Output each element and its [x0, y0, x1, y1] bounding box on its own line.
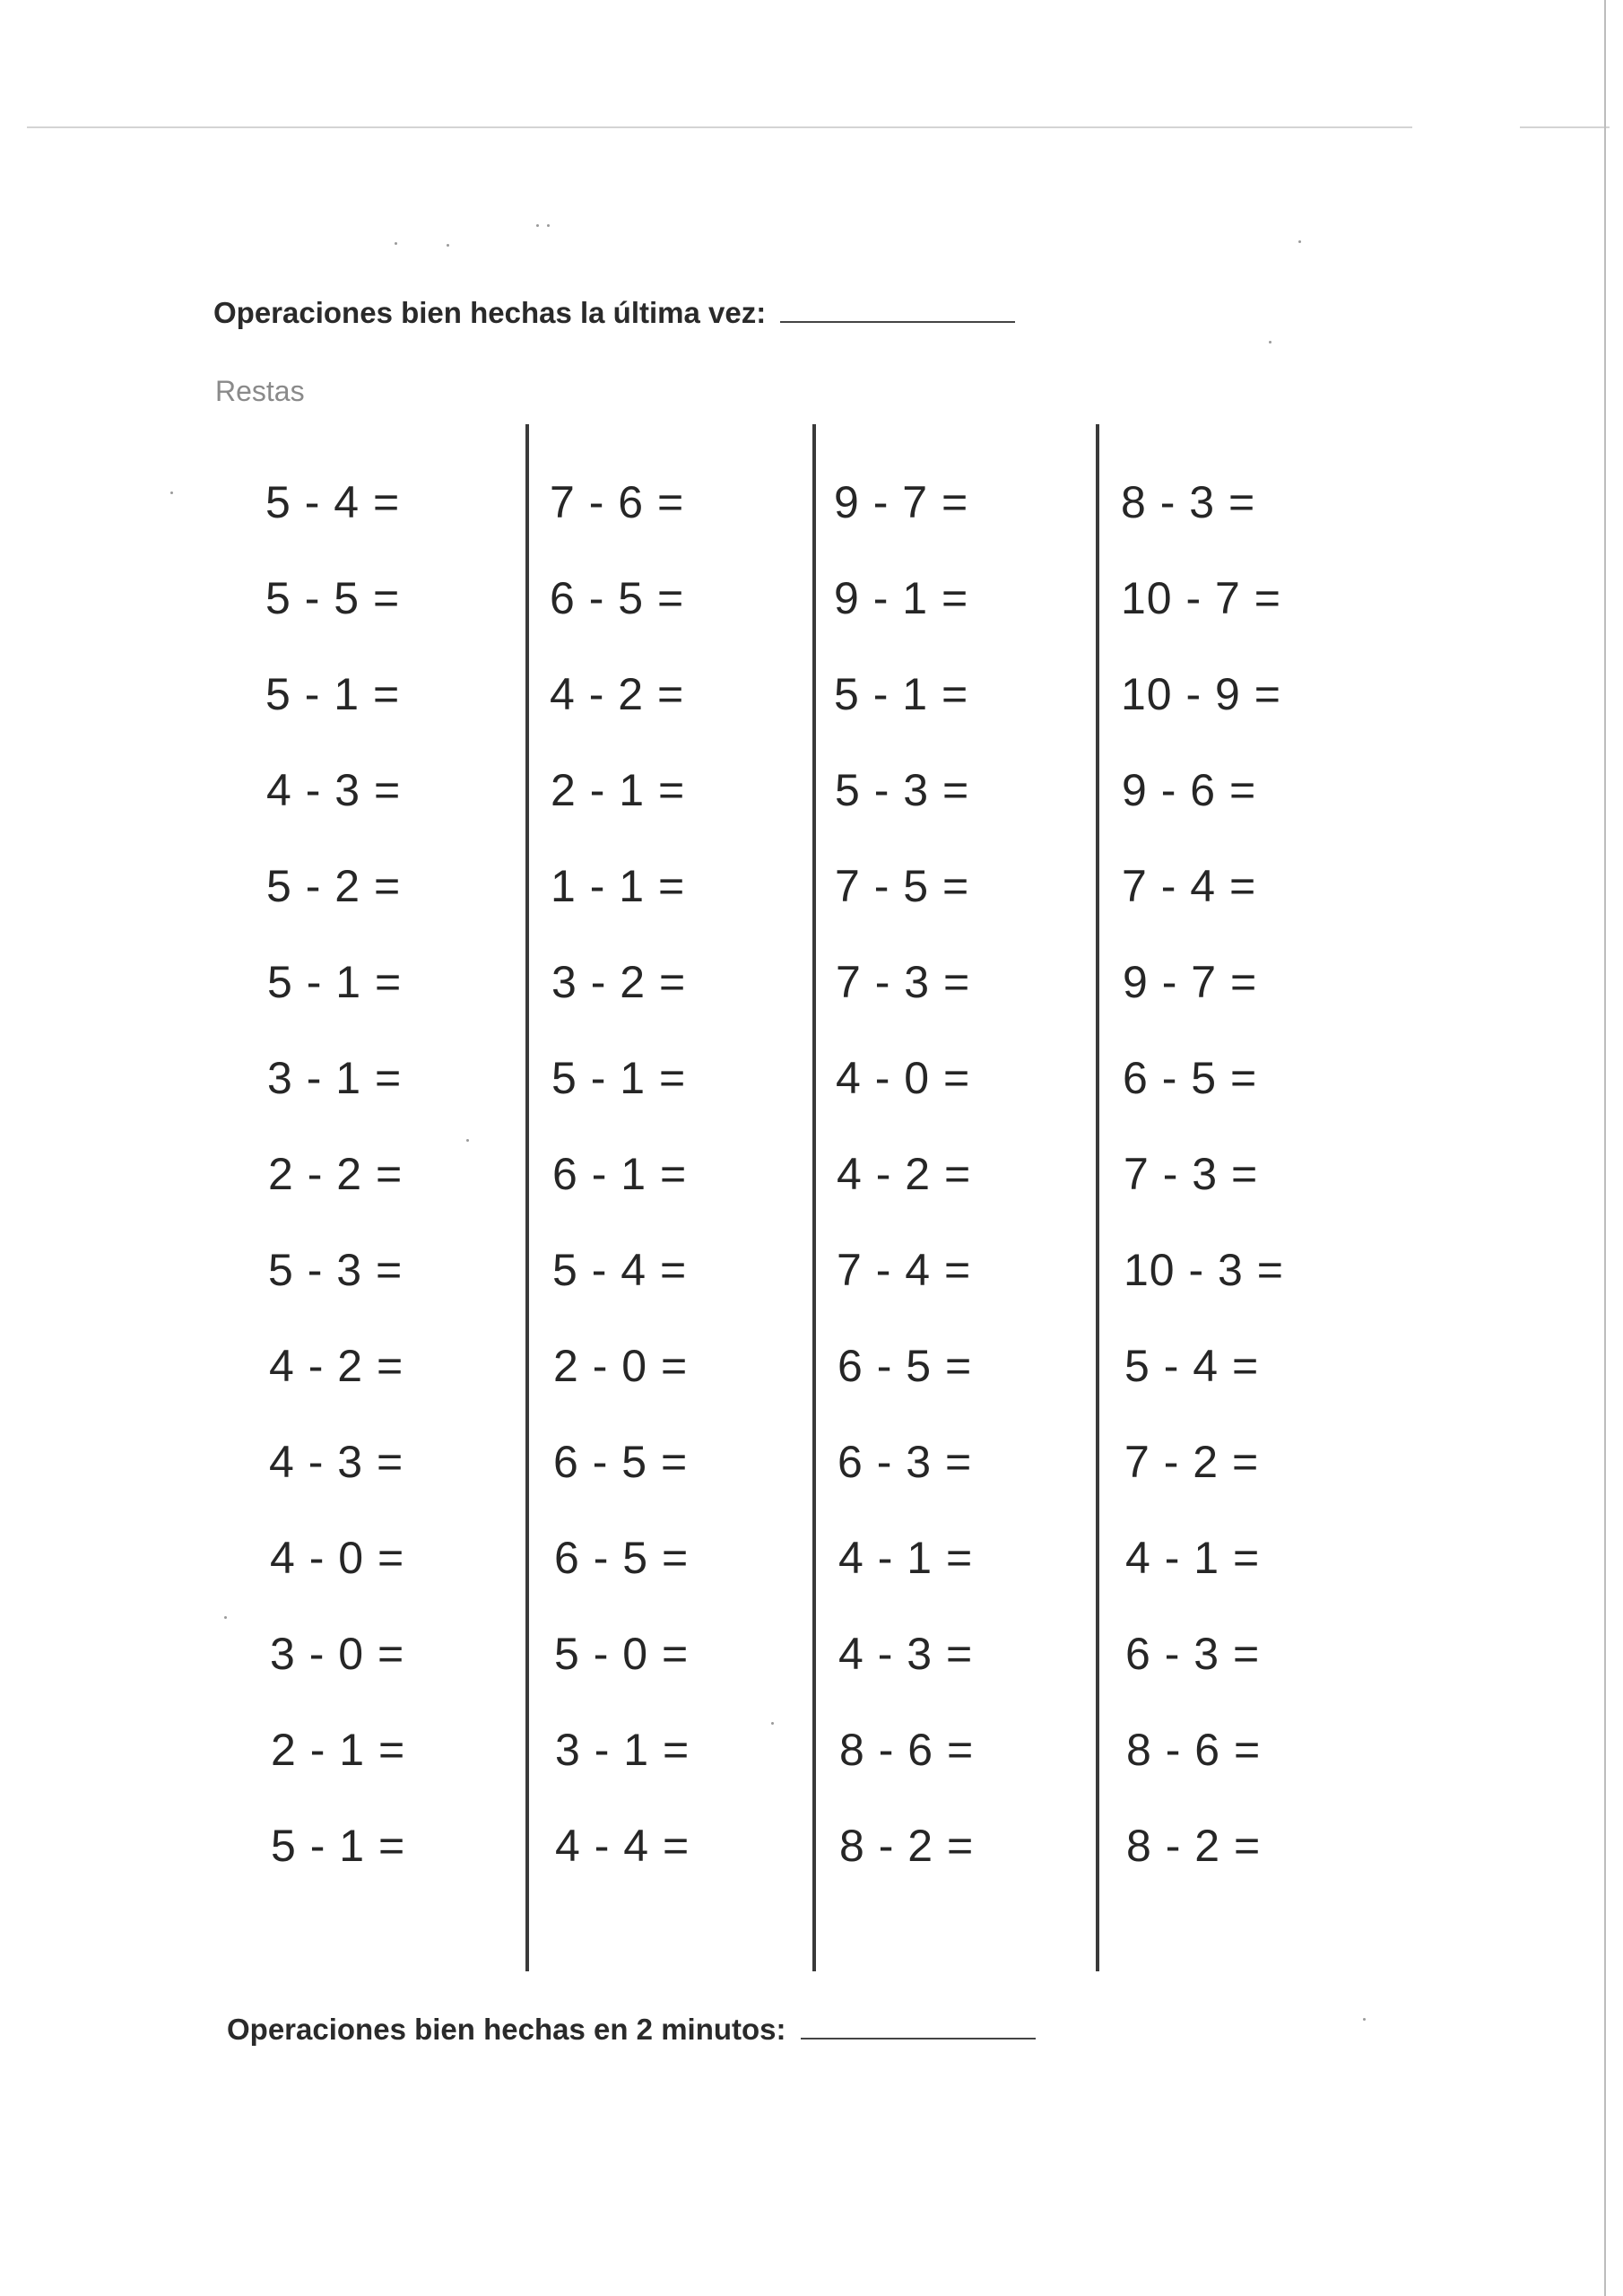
subtraction-problem: 5 - 4 =	[265, 477, 401, 527]
subtraction-problem: 5 - 2 =	[266, 861, 402, 911]
scan-speck	[447, 244, 449, 247]
subtraction-problem: 2 - 1 =	[551, 765, 686, 815]
subtraction-problem: 10 - 9 =	[1121, 669, 1281, 719]
subtraction-problem: 5 - 3 =	[835, 765, 970, 815]
subtraction-problem: 7 - 3 =	[1124, 1149, 1259, 1199]
subtraction-problem: 7 - 3 =	[836, 957, 971, 1007]
subtraction-problem: 4 - 3 =	[838, 1629, 974, 1679]
problem-column-4	[1121, 468, 1284, 1908]
subtraction-problem: 5 - 0 =	[554, 1629, 690, 1679]
subtraction-problem: 5 - 3 =	[268, 1245, 404, 1295]
subtraction-problem: 6 - 5 =	[1123, 1053, 1258, 1103]
subtraction-problem: 8 - 6 =	[1126, 1725, 1262, 1775]
subtraction-problem: 5 - 5 =	[265, 573, 401, 623]
scan-speck	[547, 224, 550, 227]
subtraction-problem: 10 - 3 =	[1124, 1245, 1284, 1295]
subtraction-problem: 3 - 2 =	[551, 957, 687, 1007]
column-divider	[812, 424, 816, 1971]
last-time-label: Operaciones bien hechas la última vez:	[213, 296, 767, 329]
scan-border-right	[1604, 0, 1606, 2296]
scan-speck	[224, 1616, 227, 1619]
subtraction-problem: 5 - 4 =	[552, 1245, 688, 1295]
subtraction-problem: 10 - 7 =	[1121, 573, 1281, 623]
scan-speck	[771, 1722, 774, 1725]
subtraction-problem: 4 - 1 =	[838, 1533, 974, 1583]
subtraction-problem: 9 - 7 =	[1123, 957, 1258, 1007]
subtraction-problem: 6 - 3 =	[838, 1437, 973, 1487]
last-time-heading	[213, 296, 1015, 330]
subtraction-problem: 3 - 1 =	[267, 1053, 403, 1103]
problem-column-2	[550, 468, 690, 1908]
subtraction-problem: 6 - 5 =	[554, 1533, 690, 1583]
scan-border-top	[27, 126, 1412, 128]
subtraction-problem: 4 - 3 =	[266, 765, 402, 815]
subtraction-problem: 5 - 1 =	[551, 1053, 687, 1103]
scan-speck	[170, 491, 173, 494]
subtraction-problem: 8 - 3 =	[1121, 477, 1256, 527]
last-time-answer-blank[interactable]	[780, 298, 1015, 323]
two-minutes-answer-blank[interactable]	[801, 2014, 1036, 2039]
subtraction-problem: 8 - 2 =	[1126, 1821, 1262, 1871]
subtraction-problem: 4 - 2 =	[269, 1341, 404, 1391]
subtraction-problem: 7 - 4 =	[837, 1245, 972, 1295]
subtraction-problem: 6 - 5 =	[838, 1341, 973, 1391]
subtraction-problem: 4 - 0 =	[836, 1053, 971, 1103]
subtraction-problem: 4 - 1 =	[1125, 1533, 1261, 1583]
subtraction-problem: 2 - 1 =	[271, 1725, 406, 1775]
subtraction-problem: 3 - 1 =	[555, 1725, 690, 1775]
scan-speck	[536, 224, 539, 227]
subtraction-problem: 9 - 7 =	[834, 477, 969, 527]
problem-column-3	[834, 468, 974, 1908]
two-minutes-label: Operaciones bien hechas en 2 minutos:	[227, 2013, 786, 2046]
subtraction-problem: 4 - 2 =	[837, 1149, 972, 1199]
column-divider	[525, 424, 529, 1971]
subtraction-problem: 4 - 4 =	[555, 1821, 690, 1871]
subtraction-problem: 2 - 2 =	[268, 1149, 404, 1199]
subtraction-problem: 1 - 1 =	[551, 861, 686, 911]
scan-speck	[395, 242, 397, 245]
subtraction-problem: 5 - 1 =	[265, 669, 401, 719]
subtraction-problem: 6 - 5 =	[553, 1437, 689, 1487]
subtraction-problem: 7 - 4 =	[1122, 861, 1257, 911]
subtraction-problem: 5 - 1 =	[271, 1821, 406, 1871]
scan-speck	[1363, 2018, 1366, 2021]
subtraction-problem: 9 - 6 =	[1122, 765, 1257, 815]
column-divider	[1096, 424, 1099, 1971]
subtraction-problem: 6 - 1 =	[552, 1149, 688, 1199]
scan-speck	[466, 1139, 469, 1142]
subtraction-problem: 8 - 2 =	[839, 1821, 975, 1871]
problem-column-1	[265, 468, 405, 1908]
subtraction-problem: 7 - 2 =	[1124, 1437, 1260, 1487]
subtraction-problem: 6 - 3 =	[1125, 1629, 1261, 1679]
subtraction-problem: 7 - 6 =	[550, 477, 685, 527]
subtraction-problem: 4 - 2 =	[550, 669, 685, 719]
subtraction-problem: 9 - 1 =	[834, 573, 969, 623]
two-minutes-heading	[227, 2013, 1036, 2047]
subtraction-problem: 5 - 1 =	[834, 669, 969, 719]
subtraction-problem: 5 - 4 =	[1124, 1341, 1260, 1391]
subtraction-problem: 6 - 5 =	[550, 573, 685, 623]
subtraction-problem: 8 - 6 =	[839, 1725, 975, 1775]
subtraction-problem: 2 - 0 =	[553, 1341, 689, 1391]
subtraction-problem: 4 - 3 =	[269, 1437, 404, 1487]
scan-speck	[1269, 341, 1271, 344]
section-subtitle: Restas	[215, 375, 305, 407]
scan-border-top-right	[1520, 126, 1610, 128]
subtraction-problem: 3 - 0 =	[270, 1629, 405, 1679]
subtraction-problem: 4 - 0 =	[270, 1533, 405, 1583]
subtraction-problem: 7 - 5 =	[835, 861, 970, 911]
subtraction-problem: 5 - 1 =	[267, 957, 403, 1007]
scan-speck	[1298, 240, 1301, 243]
